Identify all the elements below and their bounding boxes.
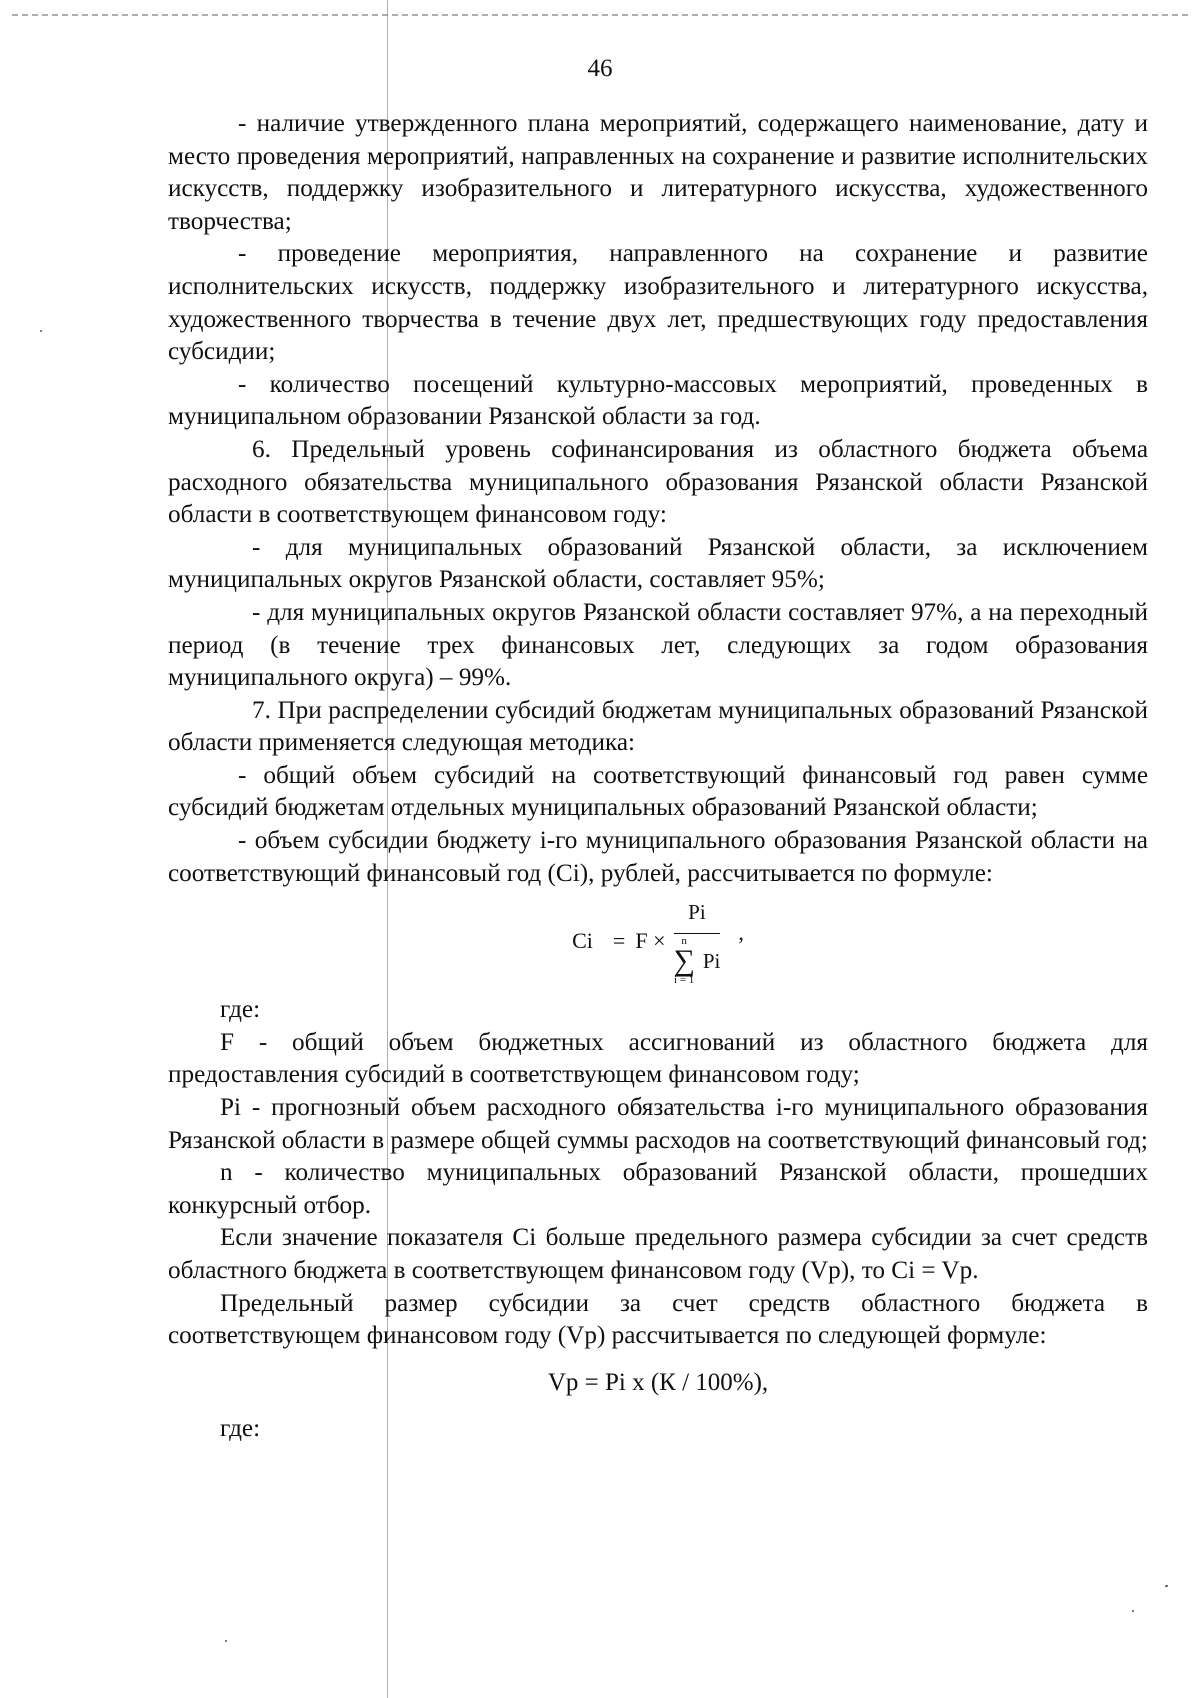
scan-top-border [12,14,1188,16]
paragraph-rate-95: - для муниципальных образований Рязанской области, за исключением муниципальных округов Рязанской области, составляет 95%; [168,533,1148,594]
formula-ci [168,892,1148,990]
paragraph-def-f: F - общий объем бюджетных ассигнований из областного бюджета для предоставления субсидий в соответствующем финансовом году; [168,1028,1148,1089]
paragraph-total-volume: - общий объем субсидий на соответствующий финансовый год равен сумме субсидий бюджетам отдельных муниципальных образований Рязанской области; [168,761,1148,822]
scan-speck [1132,1610,1134,1612]
formula-factor: F × [635,927,666,953]
formula-denominator [673,934,720,986]
paragraph-rate-97: - для муниципальных округов Рязанской области составляет 97%, а на переходный период (в течение трех финансовых лет, следующих за годом образования муниципального округа) – 99%. [168,598,1148,692]
sum-upper-limit: n [681,935,687,948]
paragraph-item-7: 7. При распределении субсидий бюджетам муниципальных образований Рязанской области применяется следующая методика: [168,696,1148,757]
paragraph-visits: - количество посещений культурно-массовых мероприятий, проведенных в муниципальном образовании Рязанской области за год. [168,370,1148,431]
formula-denominator-term: Pi [702,948,721,973]
page-number: 46 [587,55,613,82]
paragraph-vp-intro: Предельный размер субсидии за счет средств областного бюджета в соответствующем финансовом году (Vp) рассчитывается по следующей формуле: [168,1289,1148,1350]
paragraph-ci-limit: Если значение показателя Ci больше предельного размера субсидии за счет средств областного бюджета в соответствующем финансовом году (Vp), то Ci = Vp. [168,1224,1148,1284]
formula-numerator: Pi [674,896,720,934]
paragraph-def-pi: Pi - прогнозный объем расходного обязательства i-го муниципального образования Рязанской области в размере общей суммы расходов на соответствующий финансовый год; [168,1094,1148,1154]
sum-icon [673,936,694,986]
paragraph-where-2: где: [220,1415,261,1443]
document-body [168,108,1148,1446]
formula-fraction [673,896,720,986]
paragraph-where-1: где: [220,996,261,1024]
formula-equals: = [612,927,626,953]
formula-trailing-comma: , [738,919,744,945]
paragraph-item-6: 6. Предельный уровень софинансирования из областного бюджета объема расходного обязательства муниципального образования Рязанской области Рязанской области в соответствующем финансовом году: [168,435,1148,529]
paragraph-subsidy-volume: - объем субсидии бюджету i-го муниципального образования Рязанской области на соответствующий финансовый год (Ci), рублей, рассчитывается по формуле: [168,827,1148,887]
scan-speck [225,1640,227,1642]
formula-lhs: Ci [572,927,593,953]
sum-lower-limit: i = 1 [674,974,695,987]
paragraph-event: - проведение мероприятия, направленного на сохранение и развитие исполнительских искусств, поддержку изобразительного и литературного искусства, художественного творчества в течение двух лет, предшествующих году предоставления субсидии; [168,240,1148,366]
paragraph-plan: - наличие утвержденного плана мероприятий, содержащего наименование, дату и место проведения мероприятий, направленных на сохранение и развитие исполнительских искусств, поддержку изобразительного и литературного искусства, художественного творчества; [168,110,1148,235]
sum-symbol: ∑ [673,944,695,978]
paragraph-def-n: n - количество муниципальных образований Рязанской области, прошедших конкурсный отбор. [168,1159,1148,1219]
scan-speck [1165,1585,1168,1587]
formula-vp: Vp = Pi x (К / 100%), [547,1368,769,1396]
scan-speck [40,330,42,332]
